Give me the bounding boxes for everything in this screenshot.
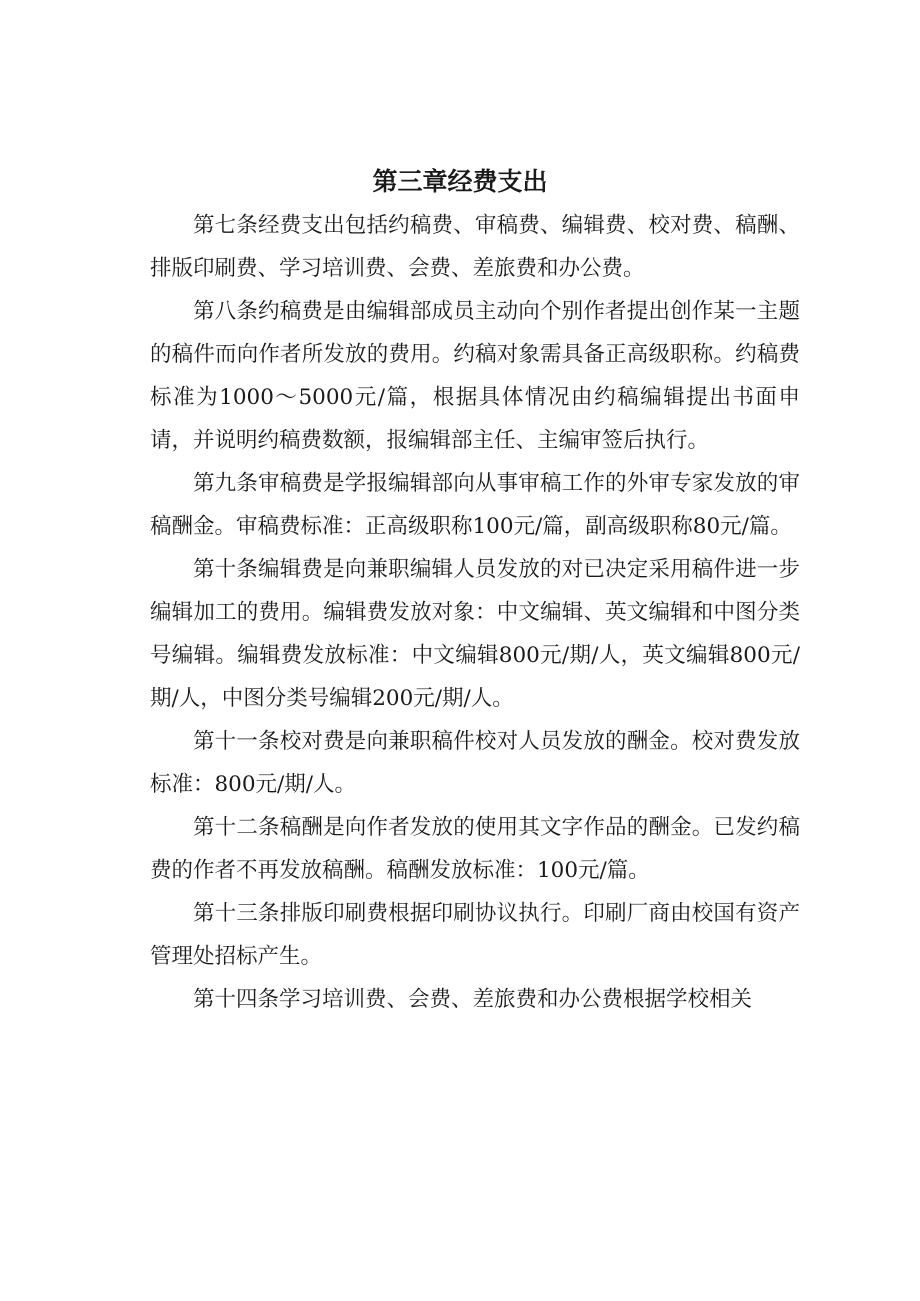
article-13-paragraph: 第十三条排版印刷费根据印刷协议执行。印刷厂商由校国有资产管理处招标产生。 [150,901,800,969]
article-12-paragraph: 第十二条稿酬是向作者发放的使用其文字作品的酬金。已发约稿费的作者不再发放稿酬。稿酬发放标准：100元/篇。 [150,815,800,883]
article-8-paragraph: 第八条约稿费是由编辑部成员主动向个别作者提出创作某一主题的稿件而向作者所发放的费用。约稿对象需具备正高级职称。约稿费标准为1000～5000元/篇，根据具体情况由约稿编辑提出书面申请，并说明约稿费数额，报编辑部主任、主编审签后执行。 [150,299,800,453]
article-7-paragraph: 第七条经费支出包括约稿费、审稿费、编辑费、校对费、稿酬、排版印刷费、学习培训费、会费、差旅费和办公费。 [150,213,800,281]
article-14-paragraph: 第十四条学习培训费、会费、差旅费和办公费根据学校相关 [193,987,753,1012]
document-body [150,204,800,1021]
article-9-paragraph: 第九条审稿费是学报编辑部向从事审稿工作的外审专家发放的审稿酬金。审稿费标准：正高级职称100元/篇，副高级职称80元/篇。 [150,471,800,539]
article-11-paragraph: 第十一条校对费是向兼职稿件校对人员发放的酬金。校对费发放标准：800元/期/人。 [150,729,800,797]
article-10-paragraph: 第十条编辑费是向兼职编辑人员发放的对已决定采用稿件进一步编辑加工的费用。编辑费发放对象：中文编辑、英文编辑和中图分类号编辑。编辑费发放标准：中文编辑800元/期/人，英文编辑800元/期/人，中图分类号编辑200元/期/人。 [150,557,800,711]
chapter-title: 第三章经费支出 [372,167,548,196]
